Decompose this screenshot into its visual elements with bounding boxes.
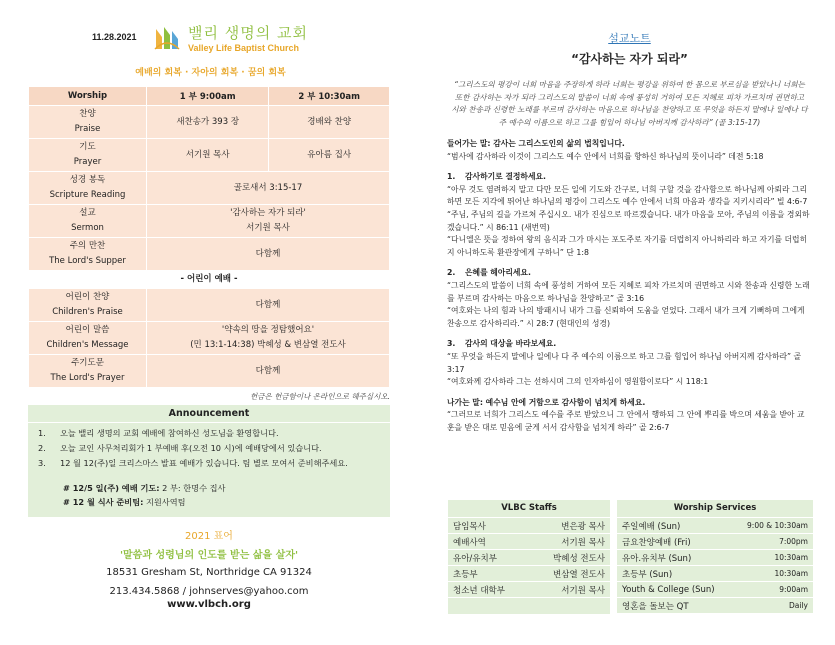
- schedule-notes: # 12/5 일(주) 예배 기도: 2 부: 한명수 집사 # 12 월 식사 준비팀: 지원사역팀: [63, 483, 226, 507]
- worship-order-table: [28, 86, 390, 388]
- list-item: 예배사역 서기원 목사: [448, 534, 610, 550]
- kids-section-header: - 어린이 예배 -: [29, 271, 390, 289]
- announcement-box: [28, 405, 390, 517]
- table-row: [29, 139, 390, 172]
- column-header: 1 부 9:00am: [147, 87, 269, 106]
- list-item: 유아.유치부 (Sun) 10:30am: [617, 550, 813, 566]
- table-row: [29, 205, 390, 238]
- table-cell: 경배와 찬양: [269, 106, 390, 139]
- table-cell: '감사하는 자가 되라' 서기원 목사: [147, 205, 390, 238]
- sermon-body: [447, 138, 812, 434]
- table-row: [29, 289, 390, 322]
- intro-heading: 들어가는 말: 감사는 그리스도인의 삶의 법칙입니다.: [447, 139, 625, 148]
- table-row: [29, 172, 390, 205]
- church-website: www.vlbch.org: [167, 599, 251, 610]
- table-row: [29, 238, 390, 271]
- intro-text: “범사에 감사하라 이것이 그리스도 예수 안에서 너희를 향하신 하나님의 뜻이니라” 데전 5:18: [447, 151, 764, 161]
- list-item: Youth & College (Sun) 9:00am: [617, 582, 813, 598]
- table-row: [29, 355, 390, 388]
- table-row: [29, 106, 390, 139]
- column-header: 2 부 10:30am: [269, 87, 390, 106]
- bulletin-date: 11.28.2021: [92, 32, 137, 42]
- sermon-title: “감사하는 자가 되라”: [571, 52, 688, 66]
- row-label: 주기도문 The Lord's Prayer: [29, 355, 147, 388]
- sermon-scripture-quote: “그리스도의 평강이 너희 마음을 주장하게 하라 너희는 평강을 위하여 한 몸으로 부르심을 받았나니 너희는 또한 감사하는 자가 되라 그리스도의 말씀이 너희 속에 풍성히 거하여 모든 지혜로 피차 가르치며 권면하고 시와 찬송과 신령한 노래를 부르며 감사하는 마음으로 하나님을 찬양하고 또 무엇을 하든지 말에나 일에나 다 주 예수의 이름으로 하고 그를 힘입어 하나님 아버지께 감사하라” (골 3:15-17): [451, 80, 808, 127]
- sermon-point: 2. 은혜를 헤아리세요. “그리스도의 말씀이 너희 속에 풍성히 거하여 모든 지혜로 피차 가르치며 권면하고 시와 찬송과 신령한 노래를 부르며 감사하는 마음으로 하나님을 찬양하고” 골 3:16 “여호와는 나의 힘과 나의 방패시니 내가 그를 신뢰하여 도움을 얻었다. 그래서 내가 크게 기뻐하며 그에게 찬송으로 감사하리라.” 시 28:7 (현대인의 성경): [447, 268, 810, 328]
- church-address: 18531 Gresham St, Northridge CA 91324: [106, 567, 312, 578]
- services-title: Worship Services: [617, 500, 813, 518]
- sermon-notes: [447, 30, 812, 434]
- sermon-point: 3. 감사의 대상을 바라보세요. “또 무엇을 하든지 말에나 일에나 다 주 예수의 이름으로 하고 그를 힘입어 하나님 아버지께 감사하라” 골 3:17 “여호와께 감사하라 그는 선하시며 그의 인자하심이 영원함이로다” 시 118:1: [447, 339, 802, 387]
- church-name-english: Valley Life Baptist Church: [188, 43, 300, 53]
- table-cell: 다함께: [147, 238, 390, 271]
- closing-section: 나가는 말: 예수님 안에 거함으로 감사함이 넘치게 하세요. “그러므로 너희가 그리스도 예수를 주로 받았으니 그 안에서 행하되 그 안에 뿌리를 박으며 세움을 받아 교훈을 받은 대로 믿음에 굳게 서서 감사함을 넘치게 하라” 골 2:6-7: [447, 397, 805, 432]
- table-cell: 유아름 집사: [269, 139, 390, 172]
- church-name-korean: 밸리 생명의 교회: [188, 24, 308, 42]
- list-item: 1. 오늘 밸리 생명의 교회 예배에 참여하신 성도님을 환영합니다.: [38, 428, 279, 438]
- list-item: 3. 12 월 12(주)일 크리스마스 발표 예배가 있습니다. 팀 별로 모여서 준비해주세요.: [38, 458, 348, 468]
- table-cell: 다함께: [147, 289, 390, 322]
- list-item: 초등부 변삼열 전도사: [448, 566, 610, 582]
- column-header: Worship: [29, 87, 147, 106]
- sermon-subtitle: 설교노트: [608, 32, 651, 45]
- staff-box: [448, 500, 610, 614]
- announcement-list: [28, 423, 390, 469]
- theme-quote: '말씀과 성령님의 인도를 받는 삶을 살자': [119, 550, 299, 561]
- sermon-point: 1. 감사하기로 결정하세요. “아무 것도 염려하지 말고 다만 모든 일에 기도와 간구로, 너희 구할 것을 감사함으로 하나님께 아뢰라 그리하면 모든 지각에 뛰어난 하나님의 평강이 그리스도 예수 안에서 너희 마음과 생각을 지키시리라” 빌 4:6-7 “주님, 주님의 길을 가르쳐 주십시오. 내가 진심으로 따르겠습니다. 내가 마음을 모아, 주님의 이름을 경외하겠습니다.” 시 86:11 (새번역) “다니엘은 뜻을 정하여 왕의 음식과 그가 마시는 포도주로 자기를 더럽히지 아니하리라 하고 자기를 더럽히지 아니하도록 환관장에게 구하니” 단 1:8: [447, 172, 810, 257]
- list-item: 금요찬양예배 (Fri) 7:00pm: [617, 534, 813, 550]
- table-row: [29, 322, 390, 355]
- theme-year: 2021 표어: [185, 531, 233, 542]
- row-label: 주의 만찬 The Lord's Supper: [29, 238, 147, 271]
- row-label: 성경 봉독 Scripture Reading: [29, 172, 147, 205]
- row-label: 설교 Sermon: [29, 205, 147, 238]
- staff-title: VLBC Staffs: [448, 500, 610, 518]
- table-cell: 새찬송가 393 장: [147, 106, 269, 139]
- list-item: 주일예배 (Sun) 9:00 & 10:30am: [617, 518, 813, 534]
- table-cell: '약속의 땅을 정탐했어요' (민 13:1-14:38) 박혜성 & 변삼열 전도사: [147, 322, 390, 355]
- church-logo-icon: [152, 23, 182, 53]
- table-cell: 골로새서 3:15-17: [147, 172, 390, 205]
- services-box: [617, 500, 813, 614]
- table-cell: 서기원 목사: [147, 139, 269, 172]
- church-contact: 213.434.5868 / johnserves@yahoo.com: [109, 586, 309, 597]
- list-item: 영혼을 돌보는 QT Daily: [617, 598, 813, 614]
- list-item: 2. 오늘 교인 사무처리회가 1 부예배 후(오전 10 시)에 예배당에서 있습니다.: [38, 443, 322, 453]
- table-header-row: [29, 87, 390, 106]
- list-item: 청소년 대학부 서기원 목사: [448, 582, 610, 598]
- row-label: 찬양 Praise: [29, 106, 147, 139]
- announcement-title: Announcement: [28, 405, 390, 423]
- list-item: 유아/유치부 박혜성 전도사: [448, 550, 610, 566]
- bulletin-front: [28, 18, 393, 610]
- info-boxes: [448, 500, 813, 614]
- row-label: 어린이 말씀 Children's Message: [29, 322, 147, 355]
- yearly-theme: [28, 527, 390, 610]
- table-cell: 다함께: [147, 355, 390, 388]
- list-item: 담임목사 변은광 목사: [448, 518, 610, 534]
- bulletin-header: [28, 18, 393, 58]
- row-label: 기도 Prayer: [29, 139, 147, 172]
- list-item: 초등부 (Sun) 10:30am: [617, 566, 813, 582]
- church-motto: 예배의 회복 · 자아의 회복 · 꿈의 회복: [135, 68, 286, 78]
- offering-note: 헌금은 헌금함이나 온라인으로 해주십시오.: [250, 392, 390, 401]
- row-label: 어린이 찬양 Children's Praise: [29, 289, 147, 322]
